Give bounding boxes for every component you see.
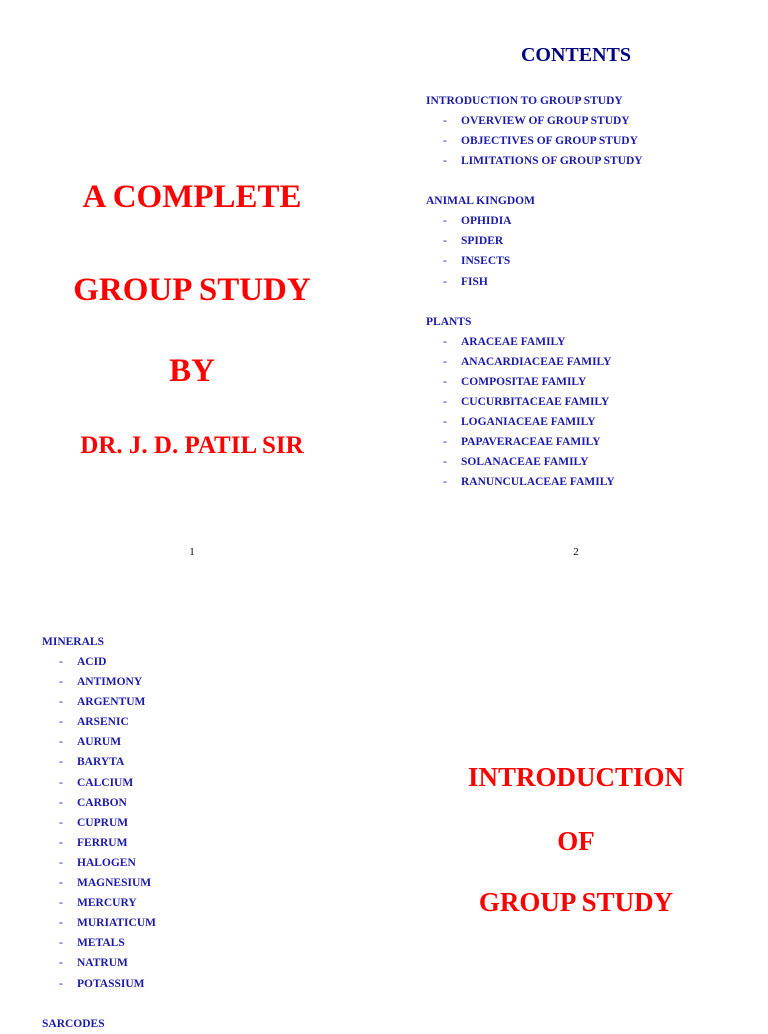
- toc-item[interactable]: - ANACARDIACEAE FAMILY: [443, 355, 612, 368]
- toc-list: [426, 111, 643, 171]
- toc-item[interactable]: - MAGNESIUM: [59, 877, 152, 890]
- toc-item[interactable]: - CUPRUM: [59, 816, 129, 829]
- toc-item[interactable]: - MURIATICUM: [59, 917, 157, 930]
- toc-item[interactable]: - CUCURBITACEAE FAMILY: [443, 395, 610, 408]
- toc-section-heading[interactable]: INTRODUCTION TO GROUP STUDY: [426, 95, 623, 107]
- contents-continued-page: [0, 590, 384, 1030]
- toc-item[interactable]: - CALCIUM: [59, 776, 134, 789]
- toc-item[interactable]: - ARSENIC: [59, 716, 129, 729]
- toc-item[interactable]: - AURUM: [59, 736, 122, 749]
- toc-item[interactable]: - OVERVIEW OF GROUP STUDY: [443, 115, 630, 127]
- contents-title: CONTENTS: [520, 44, 632, 66]
- page-number: 1: [189, 546, 195, 558]
- toc-list: [426, 211, 643, 291]
- toc-item[interactable]: - ARACEAE FAMILY: [443, 335, 566, 348]
- toc-item[interactable]: - CARBON: [59, 796, 127, 809]
- toc-section-heading[interactable]: MINERALS: [42, 636, 104, 648]
- toc-item[interactable]: - HALOGEN: [59, 856, 136, 869]
- author-name: DR. J. D. PATIL SIR: [80, 432, 304, 459]
- toc-item[interactable]: - SPIDER: [443, 235, 504, 248]
- toc-item[interactable]: - RANUNCULACEAE FAMILY: [443, 476, 615, 489]
- toc-item[interactable]: - ARGENTUM: [59, 696, 146, 709]
- title-line-group-study: GROUP STUDY: [73, 272, 311, 308]
- toc-item[interactable]: - ANTIMONY: [59, 676, 143, 689]
- toc-item[interactable]: - FISH: [443, 275, 488, 288]
- toc-item[interactable]: - SOLANACEAE FAMILY: [443, 456, 589, 469]
- toc-item[interactable]: - MERCURY: [59, 897, 137, 910]
- toc-item[interactable]: - OBJECTIVES OF GROUP STUDY: [443, 135, 638, 148]
- toc-item[interactable]: - PAPAVERACEAE FAMILY: [443, 436, 601, 449]
- toc-item[interactable]: - POTASSIUM: [59, 977, 145, 990]
- toc-section-heading[interactable]: ANIMAL KINGDOM: [426, 195, 535, 208]
- toc-item[interactable]: - COMPOSITAE FAMILY: [443, 375, 587, 388]
- toc-item[interactable]: - FERRUM: [59, 836, 128, 849]
- toc-gap: [426, 292, 643, 312]
- toc-section-heading[interactable]: PLANTS: [426, 315, 472, 328]
- contents-page: [384, 0, 768, 590]
- toc-item[interactable]: - ACID: [59, 656, 107, 668]
- table-of-contents: [42, 632, 156, 1034]
- toc-item[interactable]: - OPHIDIA: [443, 215, 512, 228]
- title-line-a-complete: A COMPLETE: [82, 179, 302, 215]
- toc-section-heading[interactable]: SARCODES: [42, 1017, 105, 1030]
- chapter-title-line-introduction: INTRODUCTION: [467, 762, 685, 792]
- toc-item[interactable]: - METALS: [59, 937, 125, 950]
- toc-item[interactable]: - INSECTS: [443, 255, 511, 268]
- toc-gap: [42, 994, 156, 1014]
- table-of-contents: [426, 91, 643, 492]
- title-line-by: BY: [169, 353, 215, 389]
- toc-list: [426, 332, 643, 493]
- page-number: 2: [573, 546, 579, 558]
- chapter-title-page: [384, 590, 768, 1024]
- toc-gap: [426, 171, 643, 191]
- chapter-title-line-of: OF: [557, 826, 595, 856]
- toc-item[interactable]: - NATRUM: [59, 957, 128, 970]
- title-page: [0, 0, 384, 590]
- chapter-title-line-group-study: GROUP STUDY: [478, 887, 674, 917]
- toc-list: [42, 652, 156, 994]
- toc-item[interactable]: - LOGANIACEAE FAMILY: [443, 416, 596, 429]
- toc-item[interactable]: - BARYTA: [59, 756, 125, 769]
- toc-item[interactable]: - LIMITATIONS OF GROUP STUDY: [443, 155, 643, 168]
